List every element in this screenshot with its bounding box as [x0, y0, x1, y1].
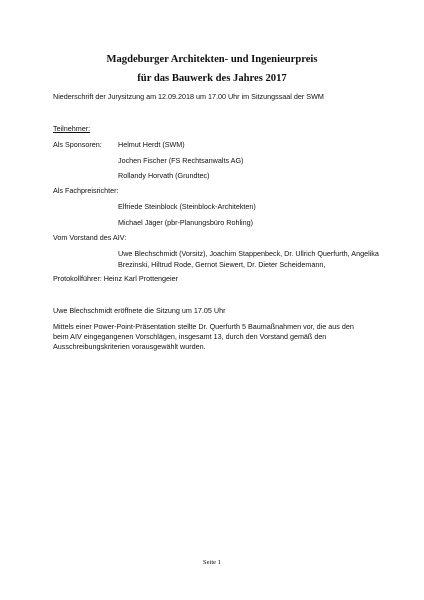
document-title-line-2: für das Bauwerk des Jahres 2017 [137, 73, 287, 84]
document-title-line-1: Magdeburger Architekten- und Ingenieurpreis [106, 54, 318, 65]
presentation-line-2: beim AIV eingegangenen Vorschlägen, insgesamt 13, durch den Vorstand gemäß den [53, 332, 327, 341]
sponsor-item: Rollandy Horvath (Grundtec) [118, 171, 210, 180]
sponsor-item: Jochen Fischer (FS Rechtsanwalts AG) [118, 156, 244, 165]
opening-sentence: Uwe Blechschmidt eröffnete die Sitzung um 17.05 Uhr [53, 306, 226, 315]
participants-heading: Teilnehmer: [53, 124, 91, 133]
sponsors-label: Als Sponsoren: [53, 140, 102, 149]
board-label: Vom Vorstand des AIV: [53, 233, 127, 242]
minutes-taker: Protokollführer: Heinz Karl Prottengeier [53, 274, 179, 283]
sponsor-item: Helmut Herdt (SWM) [118, 140, 185, 149]
experts-label: Als Fachpreisrichter: [53, 186, 119, 195]
presentation-line-3: Ausschreibungskriterien vorausgewählt wurden. [53, 342, 206, 351]
expert-item: Michael Jäger (pbr-Planungsbüro Rohling) [118, 218, 254, 227]
board-members-line-2: Brezinski, Hiltrud Rode, Gernot Siewert, Dr. Dieter Scheidemann, [118, 260, 326, 269]
intro-line: Niederschrift der Jurysitzung am 12.09.2018 um 17.00 Uhr im Sitzungssaal der SWM [53, 92, 324, 101]
presentation-line-1: Mittels einer Power-Point-Präsentation stellte Dr. Querfurth 5 Baumaßnahmen vor, die aus den [53, 322, 354, 331]
board-members-line-1: Uwe Blechschmidt (Vorsitz), Joachim Stappenbeck, Dr. Ullrich Querfurth, Angelika [118, 249, 379, 258]
expert-item: Elfriede Steinblock (Steinblock-Architekten) [118, 202, 256, 211]
page-number: Seite 1 [202, 559, 222, 566]
